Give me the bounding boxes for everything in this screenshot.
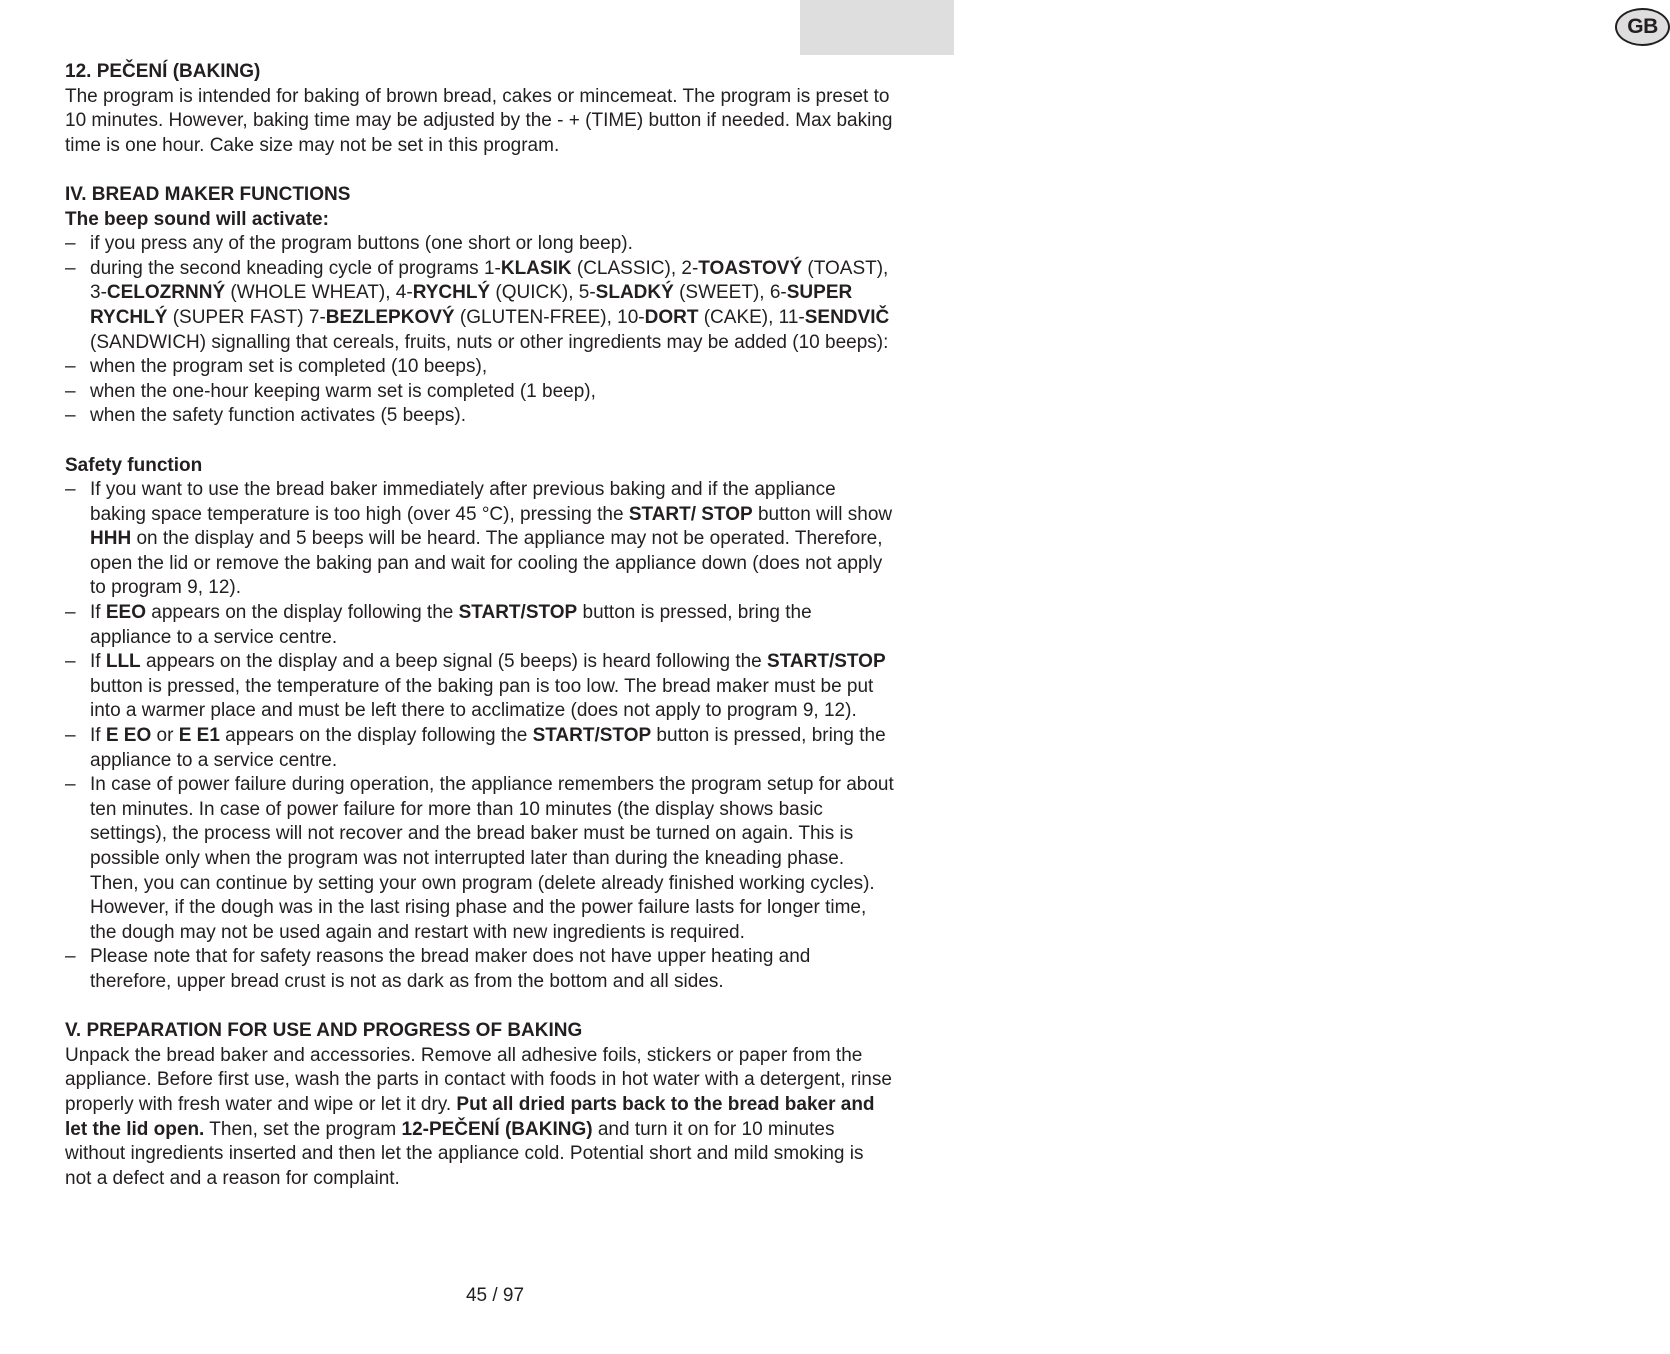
safety-heading: Safety function: [65, 454, 203, 476]
list-item: – If LLL appears on the display and a beep signal (5 beeps) is heard following the START/STOP button is pressed, the temperature of the baking pan is too low. The bread maker must be put into a warmer place and must be left there to acclimatize (does not apply to program 9, 12).: [65, 650, 895, 724]
beep-list: [65, 232, 895, 429]
safety-list: [65, 478, 895, 994]
list-item: – when the safety function activates (5 beeps).: [65, 404, 895, 429]
list-item: – Please note that for safety reasons the bread maker does not have upper heating and therefore, upper bread crust is not as dark as from the bottom and all sides.: [65, 945, 895, 994]
list-item: – If you want to use the bread baker immediately after previous baking and if the appliance baking space temperature is too high (over 45 °C), pressing the START/ STOP button will show HHH on the display and 5 beeps will be heard. The appliance may not be operated. Therefore, open the lid or remove the baking pan and wait for cooling the appliance down (does not apply to program 9, 12).: [65, 478, 895, 601]
list-item: – In case of power failure during operation, the appliance remembers the program setup for about ten minutes. In case of power failure for more than 10 minutes (the display shows basic settings), the process will not recover and the bread baker must be turned on again. This is possible only when the program was not interrupted later than during the kneading phase. Then, you can continue by setting your own program (delete already finished working cycles). However, if the dough was in the last rising phase and the power failure lasts for longer time, the dough may not be used again and restart with new ingredients is required.: [65, 773, 895, 945]
section-heading-baking: 12. PEČENÍ (BAKING): [65, 61, 261, 82]
list-item: – when the one-hour keeping warm set is completed (1 beep),: [65, 380, 895, 405]
list-item: – If E EO or E E1 appears on the display following the START/STOP button is pressed, bring the appliance to a service centre.: [65, 724, 895, 773]
baking-program-text: The program is intended for baking of brown bread, cakes or mincemeat. The program is preset to 10 minutes. However, baking time may be adjusted by the - + (TIME) button if needed. Max baking time is one hour. Cake size may not be set in this program.: [65, 85, 893, 156]
list-item: – when the program set is completed (10 beeps),: [65, 355, 895, 380]
manual-content: [65, 60, 895, 1191]
language-badge: GB: [1615, 8, 1670, 46]
list-item: – if you press any of the program buttons (one short or long beep).: [65, 232, 895, 257]
list-item: – during the second kneading cycle of programs 1-KLASIK (CLASSIC), 2-TOASTOVÝ (TOAST), 3-CELOZRNNÝ (WHOLE WHEAT), 4-RYCHLÝ (QUICK), 5-SLADKÝ (SWEET), 6-SUPER RYCHLÝ (SUPER FAST) 7-BEZLEPKOVÝ (GLUTEN-FREE), 10-DORT (CAKE), 11-SENDVIČ (SANDWICH) signalling that cereals, fruits, nuts or other ingredients may be added (10 beeps):: [65, 257, 895, 355]
section-heading-functions: IV. BREAD MAKER FUNCTIONS: [65, 183, 351, 205]
language-tab: [800, 0, 1658, 55]
page-number: 45 / 97: [465, 1285, 525, 1306]
preparation-text: Unpack the bread baker and accessories. Remove all adhesive foils, stickers or paper from the appliance. Before first use, wash the parts in contact with foods in hot water with a detergent, rinse properly with fresh water and wipe or let it dry. Put all dried parts back to the bread baker and let the lid open. Then, set the program 12-PEČENÍ (BAKING) and turn it on for 10 minutes without ingredients inserted and then let the appliance cold. Potential short and mild smoking is not a defect and a reason for complaint.: [65, 1044, 892, 1189]
beep-subheading: The beep sound will activate:: [65, 208, 329, 230]
section-heading-preparation: V. PREPARATION FOR USE AND PROGRESS OF BAKING: [65, 1020, 583, 1042]
list-item: – If EEO appears on the display following the START/STOP button is pressed, bring the appliance to a service centre.: [65, 601, 895, 650]
